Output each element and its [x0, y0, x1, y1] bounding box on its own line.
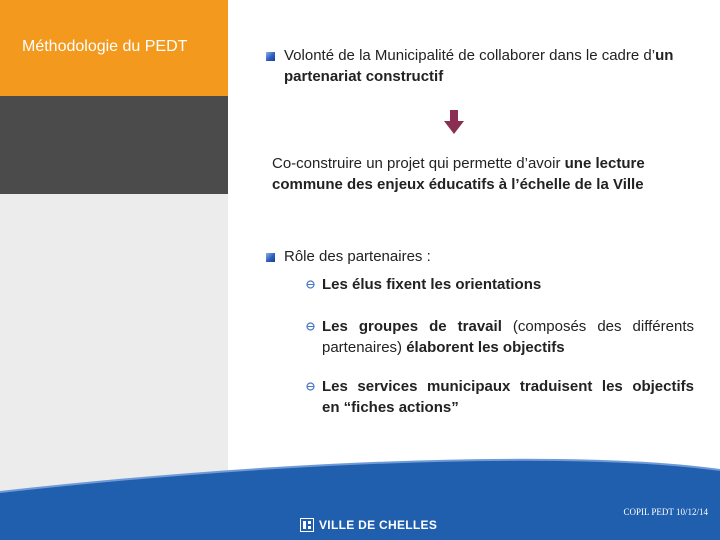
bullet-collaboration-line2: partenariat constructif: [284, 68, 444, 85]
bullet-collaboration: [284, 45, 714, 87]
statement: [272, 153, 712, 195]
city-logo-icon: [300, 518, 314, 532]
down-arrow-icon: [444, 110, 464, 134]
statement-bold: une lecture: [564, 155, 645, 172]
sub-item-elus: [322, 274, 702, 295]
sidebar-title-block: [0, 0, 228, 96]
bullet-square-icon: [266, 253, 275, 262]
sub-item-groupes-line1: [322, 316, 694, 337]
sub-item-groupes-bold: Les groupes de travail: [322, 318, 502, 335]
bullet-partners: Rôle des partenaires :: [284, 248, 431, 265]
bullet-square-icon: [266, 52, 275, 61]
sub-bullet-icon: [306, 280, 315, 289]
city-logo-text: VILLE DE CHELLES: [319, 517, 438, 532]
bullet-collaboration-bold: un: [655, 47, 674, 64]
city-logo: [300, 516, 437, 533]
sub-bullet-icon: [306, 382, 315, 391]
sub-item-groupes-line2: [322, 337, 702, 358]
sub-item-services-text2: en “fiches actions”: [322, 399, 459, 416]
statement-bold-line2: commune des enjeux éducatifs à l’échelle de la Ville: [272, 176, 644, 193]
sub-item-services-line2: [322, 397, 702, 418]
section-title: Méthodologie du PEDT: [22, 38, 188, 55]
statement-text: Co-construire un projet qui permette d’avoir: [272, 155, 565, 172]
sub-item-groupes-text: (composés des différents: [501, 318, 694, 335]
main-content: [228, 0, 720, 540]
sub-item-groupes-bold2: élaborent les objectifs: [406, 339, 565, 356]
sub-item-services-text: Les services municipaux traduisent les objectifs: [322, 378, 694, 395]
sub-bullet-icon: [306, 322, 315, 331]
sub-item-elus-text: Les élus fixent les orientations: [322, 276, 542, 293]
sub-item-services-line1: [322, 376, 694, 397]
bullet-collaboration-text: Volonté de la Municipalité de collaborer dans le cadre d’: [284, 47, 656, 64]
sidebar-dark-block: [0, 96, 228, 194]
sub-item-groupes-text2: partenaires): [322, 339, 407, 356]
footer-note: COPIL PEDT 10/12/14: [623, 507, 708, 517]
